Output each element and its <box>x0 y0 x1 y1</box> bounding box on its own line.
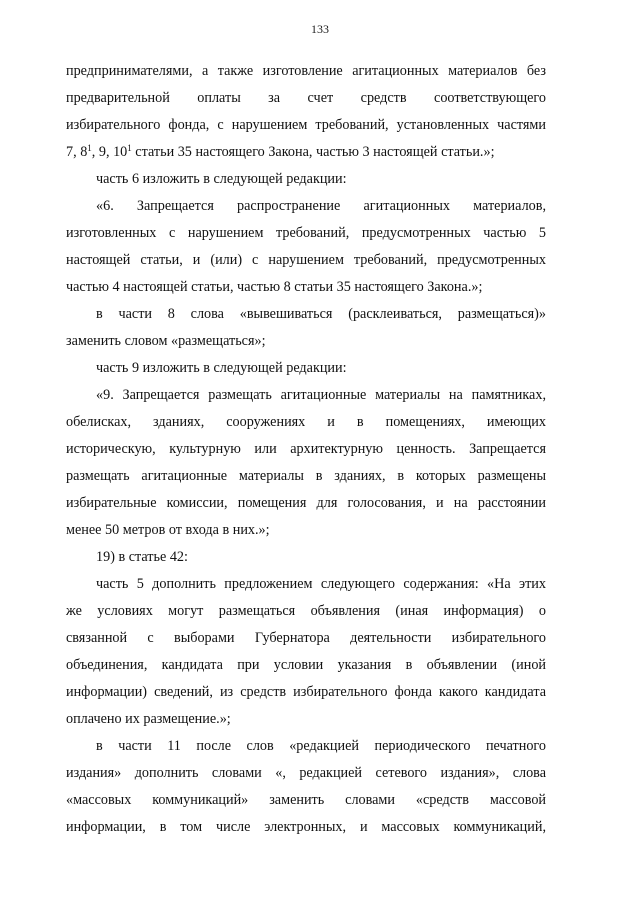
text-line: часть 9 изложить в следующей редакции: <box>96 360 347 376</box>
text-line: часть 5 дополнить предложением следующего содержания: «На этих <box>96 576 546 592</box>
text-line: настоящей статьи, и (или) с нарушением требований, предусмотренных <box>66 252 546 268</box>
text-line: «6. Запрещается распространение агитационных материалов, <box>96 198 546 214</box>
text-line: предпринимателями, а также изготовление агитационных материалов без <box>66 63 546 79</box>
text-line: «массовых коммуникаций» заменить словами «средств массовой <box>66 792 546 808</box>
text-line: объединения, кандидата при условии указания в объявлении (иной <box>66 657 546 673</box>
superscript: 1 <box>127 143 132 153</box>
text-fragment: статьи 35 настоящего Закона, частью 3 настоящей статьи.»; <box>131 144 495 160</box>
text-line: информации, в том числе электронных, и массовых коммуникаций, <box>66 819 546 835</box>
text-line: оплачено их размещение.»; <box>66 711 231 727</box>
text-line: же условиях могут размещаться объявления (иная информация) о <box>66 603 546 619</box>
text-line: изготовленных с нарушением требований, предусмотренных частью 5 <box>66 225 546 241</box>
text-line: заменить словом «размещаться»; <box>66 333 266 349</box>
text-line: избирательного фонда, с нарушением требований, установленных частями <box>66 117 546 133</box>
text-line: предварительной оплаты за счет средств соответствующего <box>66 90 546 106</box>
text-line-superscripts <box>66 143 546 161</box>
text-fragment: 7, 8 <box>66 144 88 160</box>
text-line: часть 6 изложить в следующей редакции: <box>96 171 347 187</box>
text-line: менее 50 метров от входа в них.»; <box>66 522 270 538</box>
text-line: избирательные комиссии, помещения для голосования, и на расстоянии <box>66 495 546 511</box>
text-line: в части 11 после слов «редакцией периодического печатного <box>96 738 546 754</box>
superscript: 1 <box>87 143 92 153</box>
text-line: 19) в статье 42: <box>96 549 188 565</box>
text-line: в части 8 слова «вывешиваться (расклеиваться, размещаться)» <box>96 306 546 322</box>
text-line: информации) сведений, из средств избирательного фонда какого кандидата <box>66 684 546 700</box>
text-line: «9. Запрещается размещать агитационные материалы на памятниках, <box>96 387 546 403</box>
text-line: размещать агитационные материалы в зданиях, в которых размещены <box>66 468 546 484</box>
text-fragment: , 9, 10 <box>91 144 128 160</box>
text-line: частью 4 настоящей статьи, частью 8 статьи 35 настоящего Закона.»; <box>66 279 483 295</box>
text-line: обелисках, зданиях, сооружениях и в помещениях, имеющих <box>66 414 546 430</box>
text-line: историческую, культурную или архитектурную ценность. Запрещается <box>66 441 546 457</box>
page-number: 133 <box>311 22 329 36</box>
text-line: связанной с выборами Губернатора деятельности избирательного <box>66 630 546 646</box>
text-line: издания» дополнить словами «, редакцией сетевого издания», слова <box>66 765 546 781</box>
